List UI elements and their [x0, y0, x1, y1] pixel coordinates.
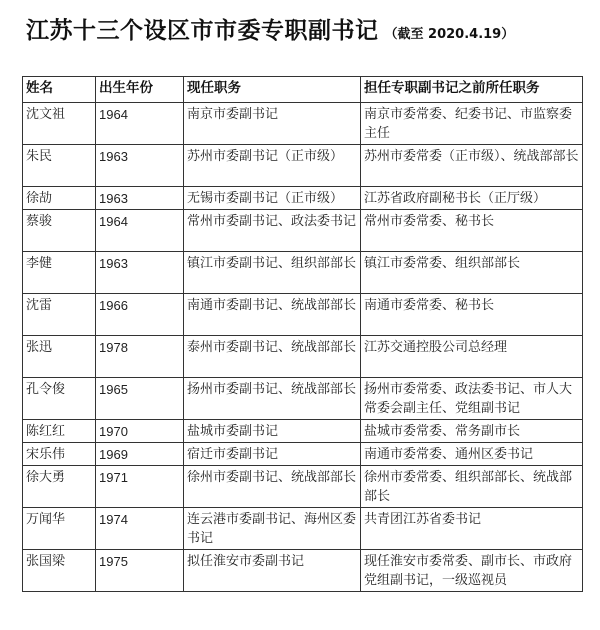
cell-year: 1963 — [96, 145, 184, 187]
page-title — [26, 12, 586, 52]
cell-year: 1969 — [96, 443, 184, 466]
cell-year: 1966 — [96, 294, 184, 336]
cell-current: 南通市委副书记、统战部部长 — [184, 294, 361, 336]
cell-current: 宿迁市委副书记 — [184, 443, 361, 466]
table-row — [23, 466, 583, 508]
cell-previous: 扬州市委常委、政法委书记、市人大常委会副主任、党组副书记 — [361, 378, 583, 420]
cell-year: 1978 — [96, 336, 184, 378]
cell-name: 李健 — [23, 252, 96, 294]
header-name: 姓名 — [23, 77, 96, 103]
cell-name: 孔令俊 — [23, 378, 96, 420]
cell-year: 1970 — [96, 420, 184, 443]
cell-name: 沈雷 — [23, 294, 96, 336]
cell-previous: 常州市委常委、秘书长 — [361, 210, 583, 252]
cell-previous: 江苏省政府副秘书长（正厅级） — [361, 187, 583, 210]
table-row — [23, 378, 583, 420]
cell-previous: 江苏交通控股公司总经理 — [361, 336, 583, 378]
cell-previous: 南京市委常委、纪委书记、市监察委主任 — [361, 103, 583, 145]
cell-current: 泰州市委副书记、统战部部长 — [184, 336, 361, 378]
cell-previous: 镇江市委常委、组织部部长 — [361, 252, 583, 294]
cell-previous: 徐州市委常委、组织部部长、统战部部长 — [361, 466, 583, 508]
cell-year: 1975 — [96, 550, 184, 592]
cell-current: 无锡市委副书记（正市级） — [184, 187, 361, 210]
table-header-row — [23, 77, 583, 103]
table-row — [23, 443, 583, 466]
cell-current: 苏州市委副书记（正市级） — [184, 145, 361, 187]
cell-name: 徐大勇 — [23, 466, 96, 508]
cell-previous: 盐城市委常委、常务副市长 — [361, 420, 583, 443]
cell-current: 常州市委副书记、政法委书记 — [184, 210, 361, 252]
cell-name: 蔡骏 — [23, 210, 96, 252]
cell-previous: 南通市委常委、通州区委书记 — [361, 443, 583, 466]
table-row — [23, 187, 583, 210]
cell-current: 徐州市委副书记、统战部部长 — [184, 466, 361, 508]
cell-year: 1965 — [96, 378, 184, 420]
cell-year: 1971 — [96, 466, 184, 508]
cell-year: 1964 — [96, 103, 184, 145]
cell-name: 沈文祖 — [23, 103, 96, 145]
cell-name: 陈红红 — [23, 420, 96, 443]
cell-year: 1974 — [96, 508, 184, 550]
table-row — [23, 210, 583, 252]
cell-previous: 苏州市委常委（正市级）、统战部部长 — [361, 145, 583, 187]
table-row — [23, 252, 583, 294]
cell-current: 南京市委副书记 — [184, 103, 361, 145]
cell-name: 张迅 — [23, 336, 96, 378]
header-birth-year: 出生年份 — [96, 77, 184, 103]
table-row — [23, 508, 583, 550]
cell-previous: 共青团江苏省委书记 — [361, 508, 583, 550]
cell-year: 1964 — [96, 210, 184, 252]
header-current-post: 现任职务 — [184, 77, 361, 103]
header-previous-post: 担任专职副书记之前所任职务 — [361, 77, 583, 103]
cell-current: 扬州市委副书记、统战部部长 — [184, 378, 361, 420]
cell-current: 盐城市委副书记 — [184, 420, 361, 443]
cell-current: 镇江市委副书记、组织部部长 — [184, 252, 361, 294]
table-row — [23, 420, 583, 443]
cell-year: 1963 — [96, 252, 184, 294]
cell-current: 拟任淮安市委副书记 — [184, 550, 361, 592]
table-row — [23, 550, 583, 592]
table-row — [23, 103, 583, 145]
cell-previous: 南通市委常委、秘书长 — [361, 294, 583, 336]
cell-name: 宋乐伟 — [23, 443, 96, 466]
cell-current: 连云港市委副书记、海州区委书记 — [184, 508, 361, 550]
cell-year: 1963 — [96, 187, 184, 210]
table-row — [23, 145, 583, 187]
table-row — [23, 336, 583, 378]
officials-table — [22, 76, 583, 592]
cell-name: 万闻华 — [23, 508, 96, 550]
cell-name: 朱民 — [23, 145, 96, 187]
cell-name: 张国梁 — [23, 550, 96, 592]
cell-previous: 现任淮安市委常委、副市长、市政府党组副书记，一级巡视员 — [361, 550, 583, 592]
table-row — [23, 294, 583, 336]
title-note: （截至 2020.4.19） — [384, 27, 515, 42]
title-main: 江苏十三个设区市市委专职副书记 — [26, 18, 379, 44]
cell-name: 徐劼 — [23, 187, 96, 210]
